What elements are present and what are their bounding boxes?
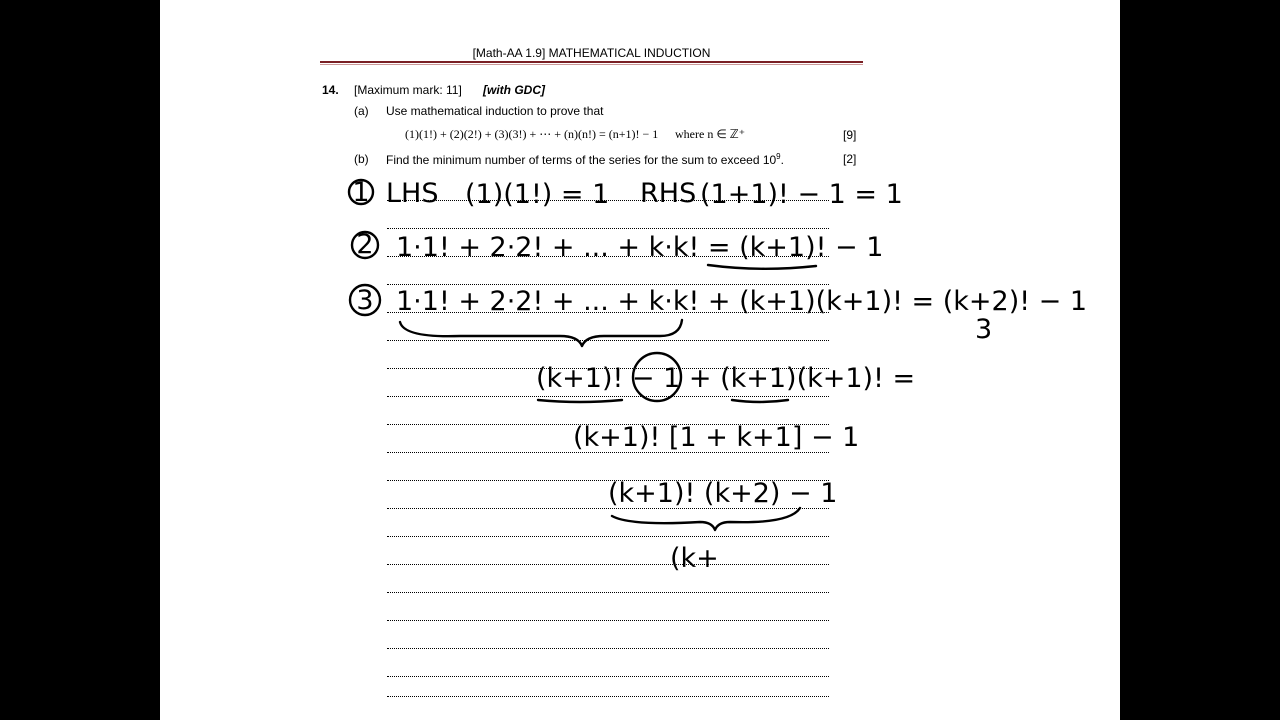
part-a-label: (a) [354, 104, 369, 118]
line4-underline-a [538, 400, 622, 402]
part-a-marks: [9] [843, 128, 857, 142]
step-2-number: 2 [356, 229, 374, 260]
line3-mark: 3 [975, 314, 993, 345]
part-a-where: where n ∈ ℤ⁺ [675, 127, 746, 141]
worksheet-page [160, 0, 1120, 720]
page-header-title: [Math-AA 1.9] MATHEMATICAL INDUCTION [472, 46, 711, 60]
part-a-text: Use mathematical induction to prove that [386, 104, 604, 118]
line3-brace [400, 320, 682, 346]
line3-expr: 1·1! + 2·2! + ... + k·k! + (k+1)(k+1)! = (k+2)! − 1 [396, 286, 1088, 317]
line7-expr: (k+ [670, 543, 719, 574]
line4-expr: (k+1)! − 1 + (k+1)(k+1)! = [536, 363, 916, 394]
line4-underline-b [732, 400, 788, 402]
gdc-note: [with GDC] [483, 83, 545, 97]
part-b-marks: [2] [843, 152, 857, 166]
line1-lhs-expr: (1)(1!) = 1 [465, 179, 610, 210]
line6-brace [612, 508, 800, 530]
line5-expr: (k+1)! [1 + k+1] − 1 [573, 422, 860, 453]
line1-rhs: RHS [640, 178, 697, 209]
line1-lhs: LHS [386, 178, 439, 209]
line2-underline [708, 265, 816, 269]
max-mark: [Maximum mark: 11] [354, 83, 462, 97]
line6-expr: (k+1)! (k+2) − 1 [608, 478, 838, 509]
question-number: 14. [322, 83, 339, 97]
part-b-text: Find the minimum number of terms of the series for the sum to exceed $10^9$. [386, 152, 784, 167]
step-3-number: 3 [356, 285, 374, 316]
step-1-number: 1 [352, 177, 370, 208]
handwriting-layer [160, 0, 1120, 720]
line1-rhs-expr: (1+1)! − 1 = 1 [700, 179, 903, 210]
part-a-formula: (1)(1!) + (2)(2!) + (3)(3!) + ⋯ + (n)(n!) = (n+1)! − 1 [405, 127, 659, 141]
part-b-label: (b) [354, 152, 369, 166]
line2-expr: 1·1! + 2·2! + ... + k·k! = (k+1)! − 1 [396, 232, 884, 263]
